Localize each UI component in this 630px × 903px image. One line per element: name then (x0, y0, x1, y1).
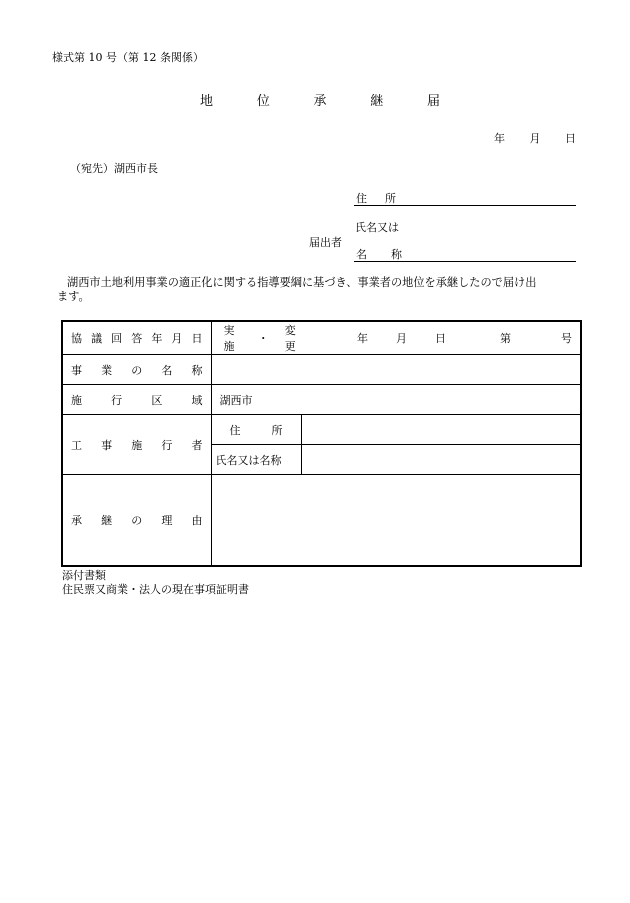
day-label: 日 (565, 132, 576, 145)
month-label: 月 (529, 132, 541, 145)
succession-form-table (61, 320, 582, 567)
title-char: 継 (370, 94, 384, 109)
address-char: 所 (385, 192, 396, 205)
year-label: 年 (494, 132, 505, 145)
contractor-label-cell: 工 事 施 行 者 (62, 415, 211, 475)
applicant-name-line (354, 246, 576, 262)
name-char: 名 (356, 248, 367, 261)
submission-date (494, 130, 576, 146)
area-value-cell[interactable] (211, 385, 581, 415)
applicant-name-or-label: 氏名又は (355, 221, 399, 234)
title-char: 届 (426, 94, 440, 109)
attachments-label: 添付書類 (62, 569, 106, 582)
area-label-cell: 施 行 区 域 (62, 385, 211, 415)
body-text: 湖西市土地利用事業の適正化に関する指導要綱に基づき、事業者の地位を承継したので届け出ます。 (57, 276, 537, 303)
title-char: 位 (256, 94, 270, 109)
contractor-address-value-cell[interactable] (301, 415, 581, 445)
applicant-address-line (354, 190, 576, 206)
title-char: 承 (313, 94, 327, 109)
applicant-label: 届出者 (309, 236, 342, 249)
reason-label-cell: 承 継 の 理 由 (62, 475, 211, 566)
consult-date-label-cell: 協 議 回 答 年 月 日 (62, 321, 211, 355)
contractor-name-value-cell[interactable] (301, 445, 581, 475)
page-title (200, 90, 440, 109)
addressee: （宛先）湖西市長 (70, 162, 158, 175)
form-number: 様式第 10 号（第 12 条関係） (52, 51, 204, 64)
address-char: 住 (356, 192, 367, 205)
contractor-name-label-cell: 氏名又は名称 (211, 445, 301, 475)
contractor-address-label-cell: 住 所 (211, 415, 301, 445)
area-value: 湖西市 (219, 393, 253, 407)
consult-date-value-cell[interactable]: 実施 ・ 変更 年 月 日 第 号 (211, 321, 581, 355)
attachment-item: 住民票又商業・法人の現在事項証明書 (62, 583, 249, 596)
reason-value-cell[interactable] (211, 475, 581, 566)
name-char: 称 (391, 248, 402, 261)
title-char: 地 (200, 94, 214, 109)
project-name-value-cell[interactable] (211, 355, 581, 385)
project-name-label-cell: 事 業 の 名 称 (62, 355, 211, 385)
